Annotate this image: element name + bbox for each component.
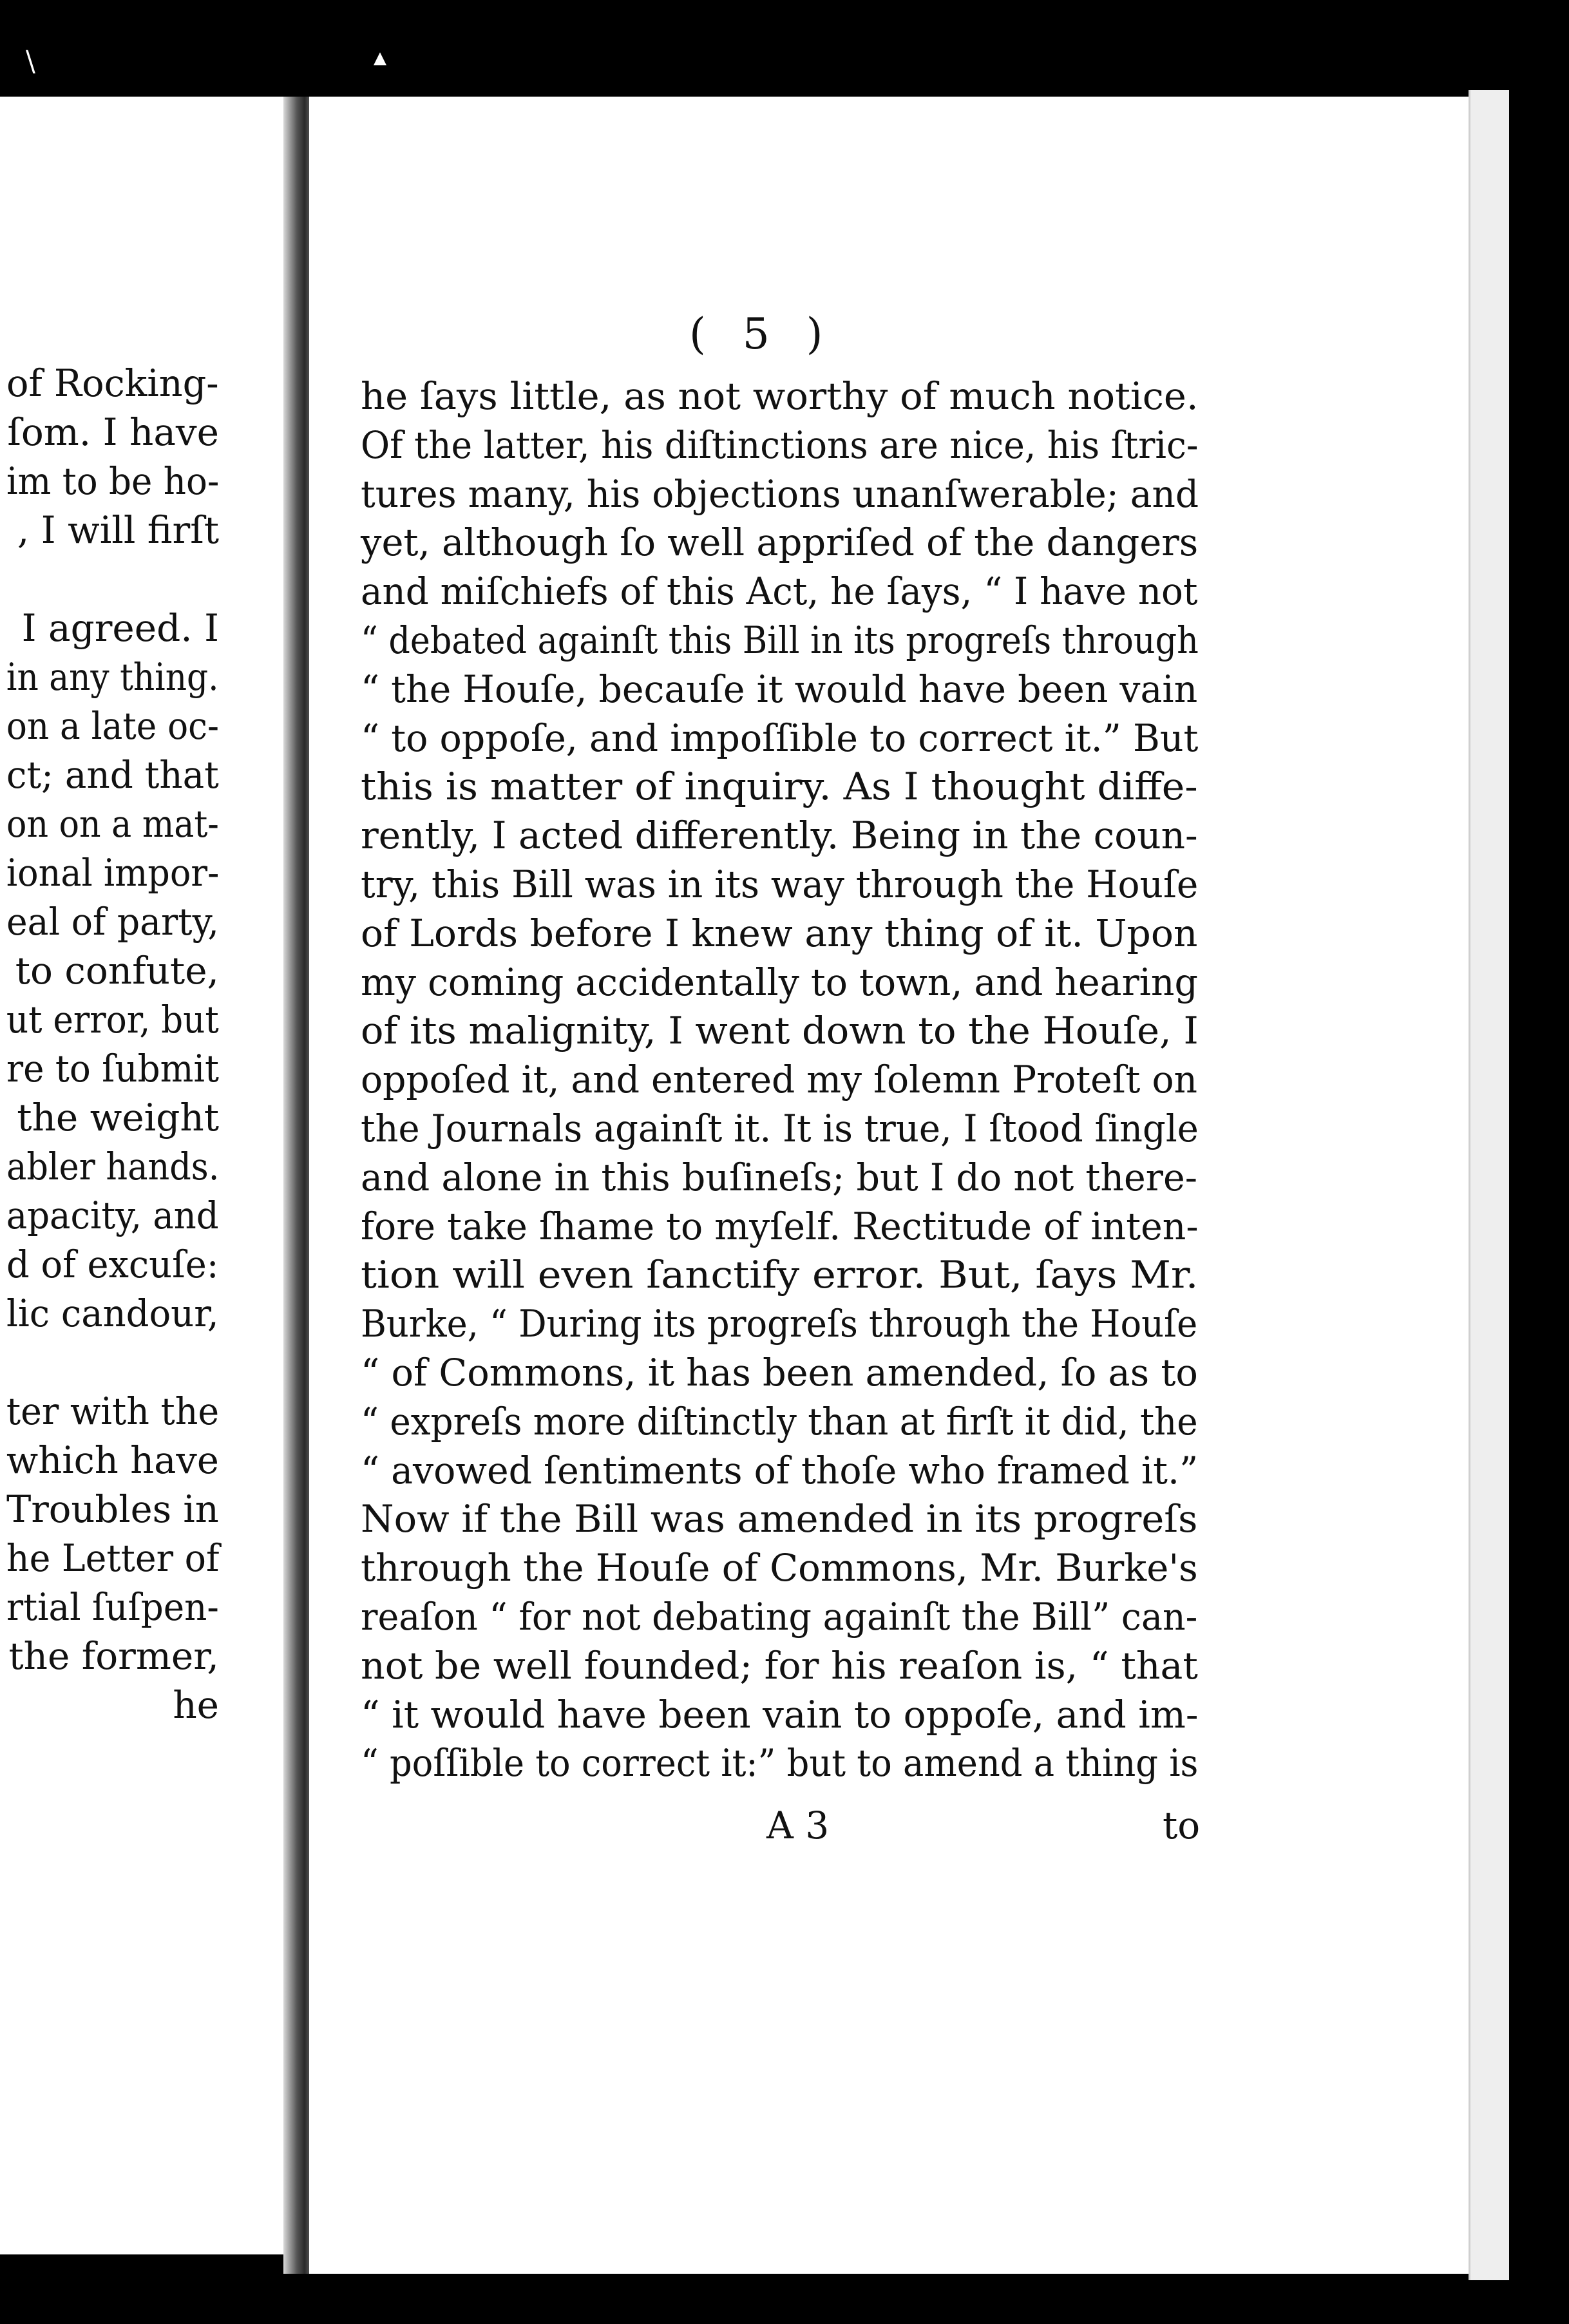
- left-text-line: im to be ho-: [6, 459, 219, 503]
- left-text-line: to confute,: [15, 949, 219, 993]
- body-text-line: “ to oppoſe, and impoſſible to correct it.” But: [361, 716, 1199, 760]
- left-text-line: which have: [6, 1438, 219, 1482]
- left-text-line: on on a mat-: [6, 802, 219, 846]
- body-text-line: try, this Bill was in its way through the Houſe: [361, 862, 1199, 906]
- left-text-line: in any thing.: [6, 655, 219, 699]
- left-text-line: re to ſubmit: [6, 1047, 219, 1091]
- body-text-line: he ſays little, as not worthy of much notice.: [361, 374, 1199, 418]
- left-text-line: Troubles in: [6, 1487, 219, 1531]
- body-text-line: Of the latter, his diſtinctions are nice, his ſtric-: [361, 423, 1199, 467]
- body-text-line: the Journals againſt it. It is true, I ſtood ſingle: [361, 1107, 1199, 1150]
- body-text-line: “ it would have been vain to oppoſe, and im-: [361, 1692, 1199, 1737]
- left-text-line: ct; and that: [6, 753, 219, 797]
- body-text-line: “ avowed ſentiments of thoſe who framed it.”: [361, 1448, 1199, 1492]
- page-edge: [1469, 90, 1509, 2280]
- scan-mark: ▲: [374, 48, 386, 68]
- body-text-line: fore take ſhame to myſelf. Rectitude of inten-: [361, 1204, 1199, 1248]
- page-number-header: ( 5 ): [689, 309, 835, 359]
- left-text-line: I agreed. I: [21, 606, 219, 650]
- body-text-line: rently, I acted differently. Being in the coun-: [361, 814, 1198, 858]
- body-text-line: oppoſed it, and entered my ſolemn Proteſt on: [361, 1058, 1198, 1102]
- left-text-line: rtial ſuſpen-: [6, 1585, 219, 1629]
- left-text-line: on a late oc-: [6, 704, 219, 748]
- left-text-line: apacity, and: [6, 1194, 219, 1237]
- body-text-line: “ debated againſt this Bill in its progreſs through: [361, 618, 1199, 662]
- body-text-line: Now if the Bill was amended in its progreſs: [361, 1497, 1198, 1541]
- body-text-line: tures many, his objections unanſwerable; and: [361, 471, 1199, 516]
- body-text-line: Burke, “ During its progreſs through the Houſe: [361, 1302, 1198, 1346]
- left-text-line: eal of party,: [6, 900, 219, 944]
- left-text-line: the weight: [17, 1096, 219, 1139]
- left-text-line: , I will firſt: [17, 508, 219, 552]
- body-text-line: reaſon “ for not debating againſt the Bill” can-: [361, 1595, 1198, 1639]
- catchword: to: [1163, 1804, 1201, 1847]
- body-text-line: my coming accidentally to town, and hearing: [361, 960, 1198, 1004]
- body-text-line: tion will even ſanctify error. But, ſays Mr.: [361, 1253, 1199, 1297]
- left-text-line: ional impor-: [6, 851, 219, 895]
- left-text-line: lic candour,: [6, 1291, 219, 1335]
- body-text-line: through the Houſe of Commons, Mr. Burke's: [361, 1546, 1198, 1590]
- body-text-line: of its malignity, I went down to the Houſe, I: [361, 1009, 1199, 1053]
- left-text-line: he Letter of: [6, 1536, 219, 1580]
- scan-mark: \: [26, 45, 35, 78]
- left-text-line: abler hands.: [6, 1145, 219, 1188]
- left-text-line: ter with the: [6, 1389, 219, 1433]
- body-text-line: “ expreſs more diſtinctly than at firſt it did, the: [361, 1399, 1198, 1443]
- left-text-line: d of excuſe:: [6, 1243, 219, 1286]
- body-text-line: of Lords before I knew any thing of it. Upon: [361, 911, 1198, 955]
- body-text-line: and alone in this buſineſs; but I do not there-: [361, 1155, 1198, 1199]
- body-text-line: this is matter of inquiry. As I thought diffe-: [361, 765, 1198, 809]
- left-text-line: of Rocking-: [6, 361, 219, 405]
- left-text-line: ut error, but: [6, 998, 219, 1042]
- signature-mark: A 3: [766, 1804, 830, 1847]
- body-text-line: not be well founded; for his reaſon is, “ that: [361, 1643, 1198, 1688]
- left-text-line: the former,: [8, 1634, 219, 1678]
- body-text-line: yet, although ſo well appriſed of the dangers: [361, 520, 1199, 565]
- body-text-line: “ the Houſe, becauſe it would have been vain: [361, 667, 1198, 711]
- left-text-line: ſom. I have: [7, 410, 219, 454]
- body-text-line: “ of Commons, it has been amended, ſo as to: [361, 1351, 1198, 1395]
- left-text-line: he: [173, 1683, 219, 1727]
- body-text-line: and miſchiefs of this Act, he ſays, “ I have not: [361, 569, 1198, 614]
- body-text-line: “ poſſible to correct it:” but to amend a thing is: [361, 1741, 1199, 1786]
